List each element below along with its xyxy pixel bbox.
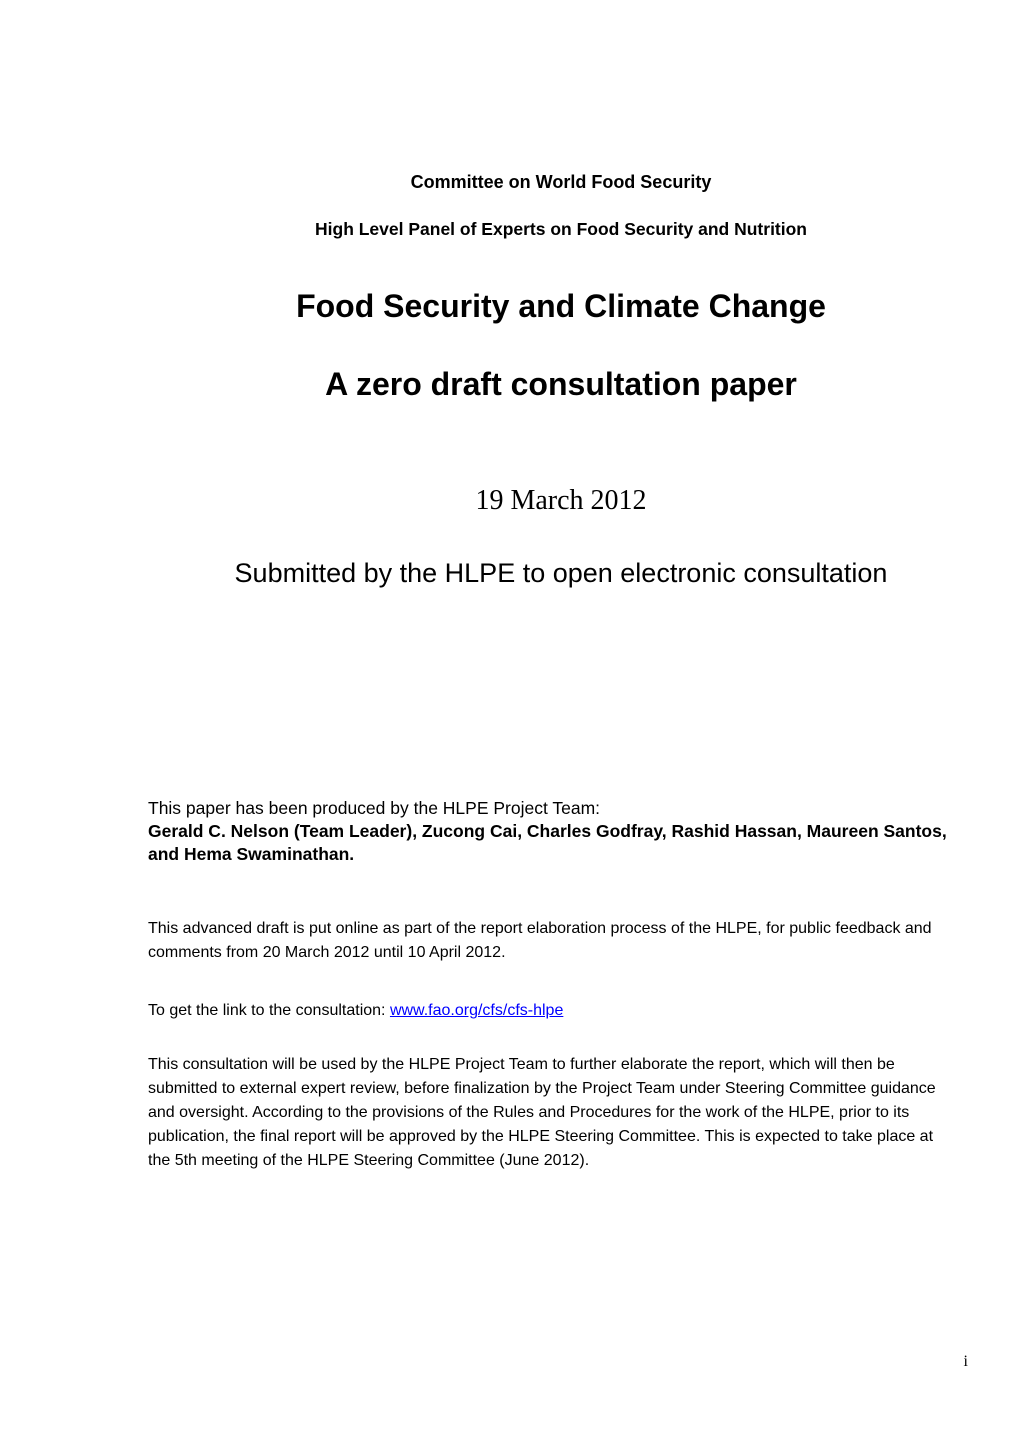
draft-note-paragraph: This advanced draft is put online as part of the report elaboration process of the HLPE, for public feedback and comments from 20 March 2012 until 10 April 2012. [148,920,932,961]
panel-header: High Level Panel of Experts on Food Security and Nutrition [315,219,807,239]
consultation-link-line [148,999,948,1023]
consultation-process-paragraph: This consultation will be used by the HLPE Project Team to further elaborate the report, which will then be submitted to external expert review, before finalization by the Project Team under Steering Committee guidance and oversight. According to the provisions of the Rules and Procedures for the work of the HLPE, prior to its publication, the final report will be approved by the HLPE Steering Committee. This is expected to take place at the 5th meeting of the HLPE Steering Committee (June 2012). [148,1056,936,1169]
project-team-intro: This paper has been produced by the HLPE Project Team: [148,798,601,818]
consultation-link[interactable]: www.fao.org/cfs/cfs-hlpe [389,1002,564,1019]
project-team-members: Gerald C. Nelson (Team Leader), Zucong Cai, Charles Godfray, Rashid Hassan, Maureen Santos, and Hema Swaminathan. [148,821,947,864]
page-number: i [963,1353,968,1370]
consultation-link-intro: To get the link to the consultation: [148,1002,390,1019]
document-subtitle: A zero draft consultation paper [325,366,797,402]
document-date: 19 March 2012 [475,485,647,516]
document-title: Food Security and Climate Change [296,288,826,324]
submission-note: Submitted by the HLPE to open electronic consultation [234,558,888,588]
committee-header: Committee on World Food Security [410,172,712,192]
project-team-block [148,797,948,866]
